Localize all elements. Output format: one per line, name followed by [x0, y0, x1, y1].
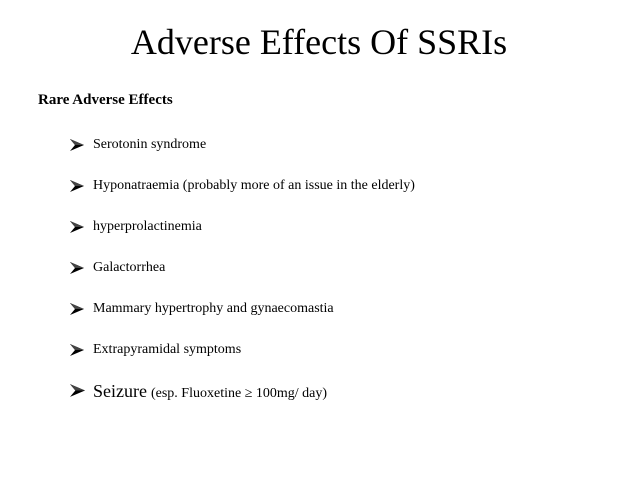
list-item-text: Mammary hypertrophy and gynaecomastia	[93, 301, 334, 316]
arrow-bullet-icon	[70, 259, 87, 277]
arrow-bullet-icon	[70, 218, 87, 236]
list-item	[70, 136, 415, 177]
arrow-bullet-icon	[70, 136, 87, 154]
seizure-note: (esp. Fluoxetine ≥ 100mg/ day)	[150, 386, 328, 401]
list-item-text: Galactorrhea	[93, 260, 166, 275]
list-item	[70, 177, 415, 218]
list-item	[70, 259, 415, 300]
list-item-text: Extrapyramidal symptoms	[93, 342, 242, 357]
arrow-bullet-icon	[70, 341, 87, 359]
bullet-list	[70, 136, 415, 423]
list-item-text	[93, 382, 327, 403]
list-item-text: hyperprolactinemia	[93, 219, 202, 234]
seizure-label: Seizure	[93, 381, 147, 401]
arrow-bullet-icon	[70, 382, 87, 400]
arrow-bullet-icon	[70, 300, 87, 318]
list-item	[70, 218, 415, 259]
list-item-text: Hyponatraemia (probably more of an issue in the elderly)	[93, 178, 415, 193]
section-heading: Rare Adverse Effects	[38, 92, 173, 108]
list-item	[70, 300, 415, 341]
arrow-bullet-icon	[70, 177, 87, 195]
list-item	[70, 341, 415, 382]
list-item	[70, 382, 415, 423]
slide-title: Adverse Effects Of SSRIs	[130, 22, 508, 62]
list-item-text: Serotonin syndrome	[93, 137, 207, 152]
